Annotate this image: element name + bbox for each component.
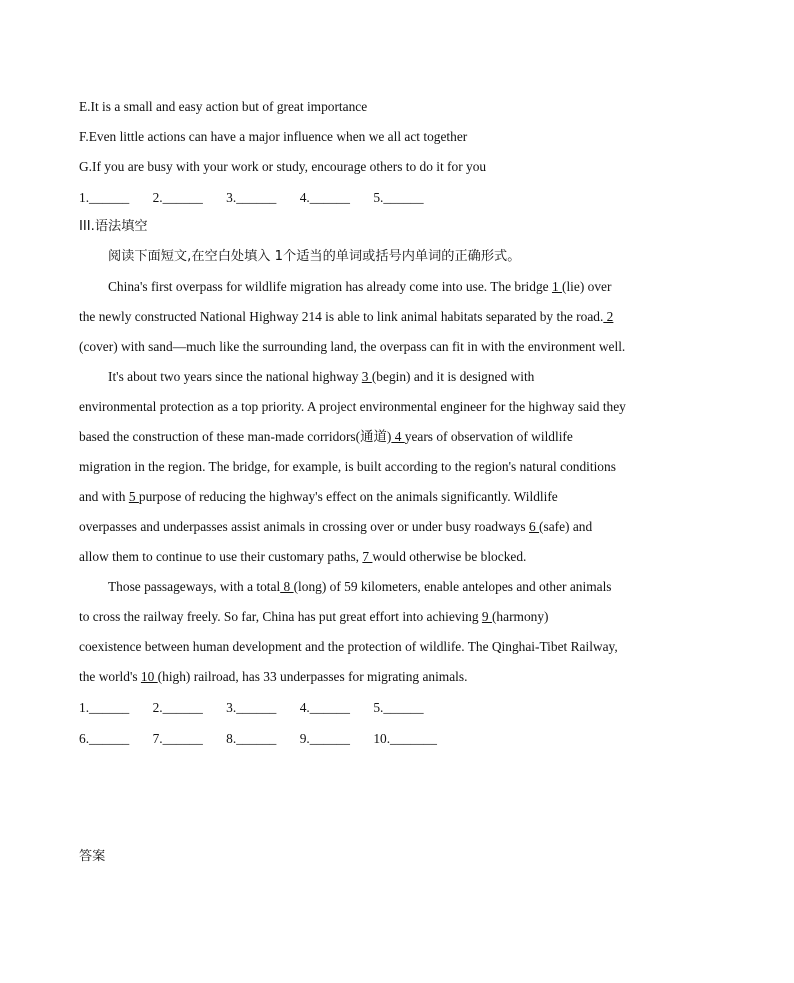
passage-line: to cross the railway freely. So far, China has put great effort into achieving 9 (harmony) (79, 609, 549, 624)
answer-blank: 9.______ (299, 731, 350, 746)
blank-2: 2 (603, 309, 614, 324)
answer-blank: 5.______ (373, 700, 424, 715)
blank-3: 3 (361, 369, 372, 384)
instruction: 阅读下面短文,在空白处填入 1个适当的单词或括号内单词的正确形式。 (108, 249, 521, 264)
answer-blank: 2.______ (152, 700, 203, 715)
passage-line: coexistence between human development and the protection of wildlife. The Qinghai-Tibet Railway, (79, 639, 618, 654)
answer-blank: 4.______ (299, 700, 350, 715)
blank-6: 6 (528, 519, 540, 534)
answer-blank: 2.______ (152, 190, 203, 205)
passage-line: migration in the region. The bridge, for example, is built according to the region's natural conditions (79, 459, 616, 474)
passage-line: environmental protection as a top priority. A project environmental engineer for the highway said they (79, 399, 626, 414)
section-heading: III.语法填空 (79, 219, 148, 234)
passage-line: overpasses and underpasses assist animals in crossing over or under busy roadways 6 (safe) and (79, 519, 593, 534)
answer-blank: 5.______ (373, 190, 424, 205)
answer-blank: 10._______ (373, 731, 437, 746)
blank-9: 9 (481, 609, 492, 624)
passage-line: (cover) with sand—much like the surrounding land, the overpass can fit in with the environment well. (79, 339, 626, 354)
blank-10: 10 (140, 669, 158, 684)
blank-4: 4 (391, 429, 405, 444)
blank-8: 8 (280, 579, 294, 594)
option-g: G.If you are busy with your work or study, encourage others to do it for you (79, 159, 487, 174)
passage-line: the world's 10 (high) railroad, has 33 underpasses for migrating animals. (79, 669, 468, 684)
option-e: E.It is a small and easy action but of great importance (79, 99, 368, 114)
answer-blank: 4.______ (299, 190, 350, 205)
blank-5: 5 (128, 489, 139, 504)
answers-heading: 答案 (79, 849, 106, 864)
passage-line: the newly constructed National Highway 214 is able to link animal habitats separated by the road. 2 (79, 309, 614, 324)
answer-blank: 1.______ (79, 700, 130, 715)
answer-blank: 3.______ (226, 190, 277, 205)
option-f: F.Even little actions can have a major influence when we all act together (79, 129, 468, 144)
answer-blanks-row (79, 189, 444, 207)
blank-1: 1 (551, 279, 562, 294)
passage-line: and with 5 purpose of reducing the highway's effect on the animals significantly. Wildlife (79, 489, 558, 504)
answer-blanks-row (79, 730, 457, 748)
answer-blank: 6.______ (79, 731, 130, 746)
answer-blank: 3.______ (226, 700, 277, 715)
answer-blank: 7.______ (152, 731, 203, 746)
passage-line: Those passageways, with a total 8 (long) of 59 kilometers, enable antelopes and other animals (108, 579, 612, 594)
passage-line: allow them to continue to use their customary paths, 7 would otherwise be blocked. (79, 549, 527, 564)
answer-blanks-row (79, 699, 444, 717)
blank-7: 7 (362, 549, 373, 564)
passage-line: based the construction of these man-made corridors(通道) 4 years of observation of wildlife (79, 429, 573, 444)
answer-blank: 1.______ (79, 190, 130, 205)
answer-blank: 8.______ (226, 731, 277, 746)
passage-line: It's about two years since the national highway 3 (begin) and it is designed with (108, 369, 535, 384)
passage-line: China's first overpass for wildlife migration has already come into use. The bridge 1 (lie) over (108, 279, 612, 294)
